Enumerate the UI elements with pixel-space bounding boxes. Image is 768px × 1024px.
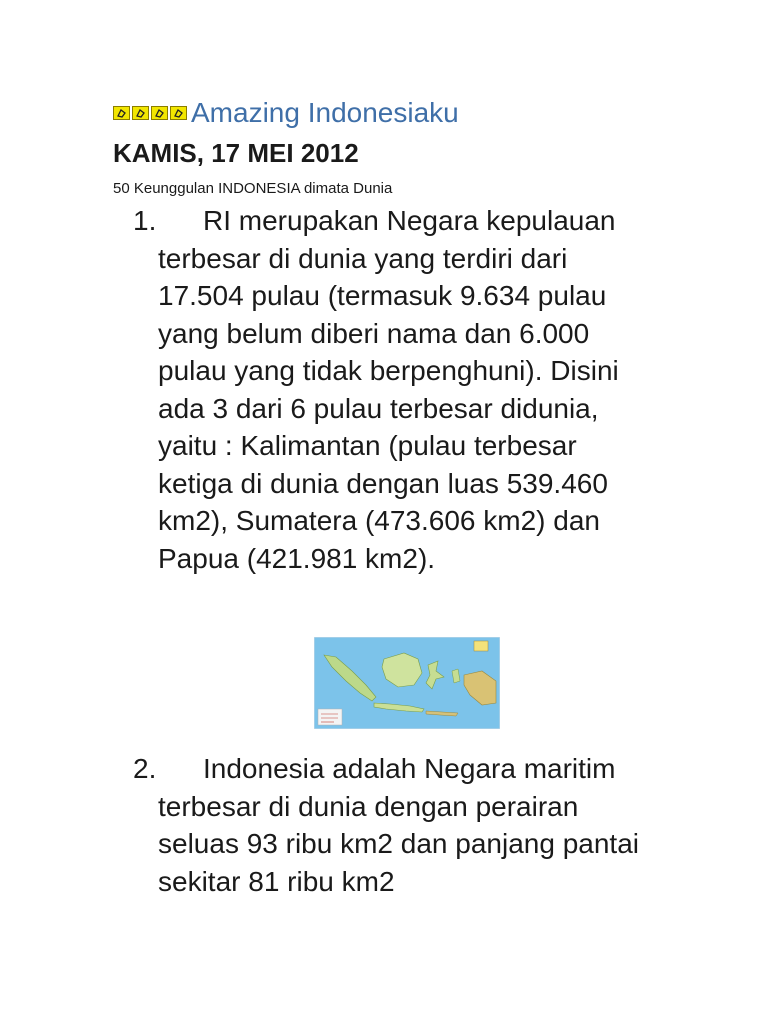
list-item-text: RI merupakan Negara kepulauan terbesar di dunia yang terdiri dari 17.504 pulau (termasuk 9.634 pulau yang belum diberi nama dan 6.000 pulau yang tidak berpenghuni). Disini ada 3 dari 6 pulau terbesar didunia, yaitu : Kalimantan (pulau terbesar ketiga di dunia dengan luas 539.460 km2), Sumatera (473.606 km2) dan Papua (421.981 km2). [158, 205, 619, 574]
blog-title[interactable]: Amazing Indonesiaku [191, 97, 459, 128]
list-item [133, 202, 653, 577]
decor-icon [151, 106, 168, 120]
blog-header [113, 94, 459, 132]
list-item-number: 1. [133, 205, 157, 236]
post-date-header: KAMIS, 17 MEI 2012 [113, 138, 359, 168]
list-item-number: 2. [133, 753, 157, 784]
decor-icon [170, 106, 187, 120]
indonesia-map-icon [314, 637, 500, 729]
decor-icon [132, 106, 149, 120]
post-subtitle: 50 Keunggulan INDONESIA dimata Dunia [113, 180, 393, 197]
decor-icon [113, 106, 130, 120]
list-item-text: Indonesia adalah Negara maritim terbesar di dunia dengan perairan seluas 93 ribu km2 dan panjang pantai sekitar 81 ribu km2 [158, 753, 640, 897]
title-decor-icons [113, 106, 189, 120]
list-item [133, 750, 653, 900]
